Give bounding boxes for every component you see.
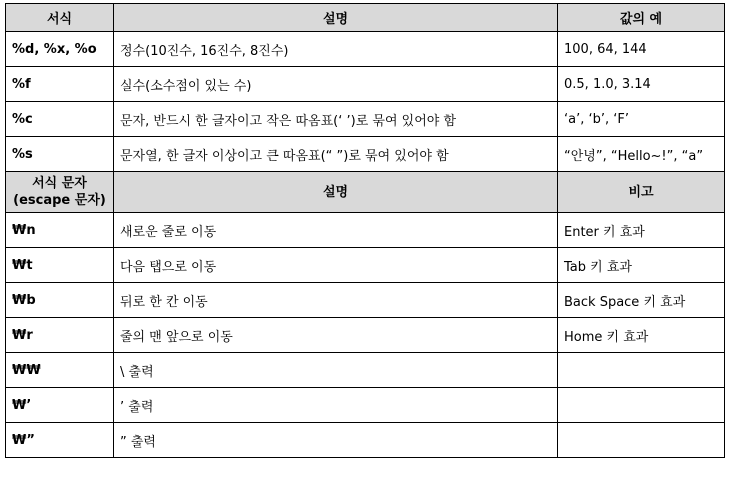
description-cell: 문자열, 한 글자 이상이고 큰 따옴표(“ ”)로 묶여 있어야 함 — [114, 137, 558, 172]
note-cell — [558, 423, 725, 458]
table-row — [6, 67, 725, 102]
format-header-row — [6, 4, 725, 32]
description-cell: ’ 출력 — [114, 388, 558, 423]
escape-char-cell: ₩b — [6, 283, 114, 318]
description-cell: 새로운 줄로 이동 — [114, 213, 558, 248]
table-row — [6, 423, 725, 458]
header-note: 비고 — [558, 172, 725, 213]
format-cell: %c — [6, 102, 114, 137]
table-row — [6, 248, 725, 283]
table-row — [6, 353, 725, 388]
note-cell: Home 키 효과 — [558, 318, 725, 353]
format-specifier-table — [5, 3, 725, 458]
escape-char-cell: ₩t — [6, 248, 114, 283]
description-cell: 정수(10진수, 16진수, 8진수) — [114, 32, 558, 67]
example-cell: ‘a’, ‘b’, ‘F’ — [558, 102, 725, 137]
table-row — [6, 102, 725, 137]
table-row — [6, 283, 725, 318]
header-escape-char: 서식 문자 (escape 문자) — [6, 172, 114, 213]
description-cell: 다음 탭으로 이동 — [114, 248, 558, 283]
format-cell: %f — [6, 67, 114, 102]
description-cell: 뒤로 한 칸 이동 — [114, 283, 558, 318]
note-cell: Back Space 키 효과 — [558, 283, 725, 318]
table-row — [6, 388, 725, 423]
example-cell: 0.5, 1.0, 3.14 — [558, 67, 725, 102]
escape-char-cell: ₩’ — [6, 388, 114, 423]
escape-char-cell: ₩₩ — [6, 353, 114, 388]
description-cell: 줄의 맨 앞으로 이동 — [114, 318, 558, 353]
description-cell: \ 출력 — [114, 353, 558, 388]
description-cell: ” 출력 — [114, 423, 558, 458]
header-description: 설명 — [114, 4, 558, 32]
format-cell: %s — [6, 137, 114, 172]
header-example: 값의 예 — [558, 4, 725, 32]
header-format: 서식 — [6, 4, 114, 32]
note-cell — [558, 353, 725, 388]
escape-char-cell: ₩n — [6, 213, 114, 248]
note-cell — [558, 388, 725, 423]
note-cell: Tab 키 효과 — [558, 248, 725, 283]
description-cell: 문자, 반드시 한 글자이고 작은 따옴표(‘ ’)로 묶여 있어야 함 — [114, 102, 558, 137]
table-row — [6, 32, 725, 67]
escape-header-row — [6, 172, 725, 213]
escape-char-cell: ₩r — [6, 318, 114, 353]
format-cell: %d, %x, %o — [6, 32, 114, 67]
table-row — [6, 318, 725, 353]
note-cell: Enter 키 효과 — [558, 213, 725, 248]
table-row — [6, 213, 725, 248]
escape-char-cell: ₩” — [6, 423, 114, 458]
header-escape-description: 설명 — [114, 172, 558, 213]
description-cell: 실수(소수점이 있는 수) — [114, 67, 558, 102]
table-row — [6, 137, 725, 172]
example-cell: “안녕”, “Hello~!”, “a” — [558, 137, 725, 172]
example-cell: 100, 64, 144 — [558, 32, 725, 67]
